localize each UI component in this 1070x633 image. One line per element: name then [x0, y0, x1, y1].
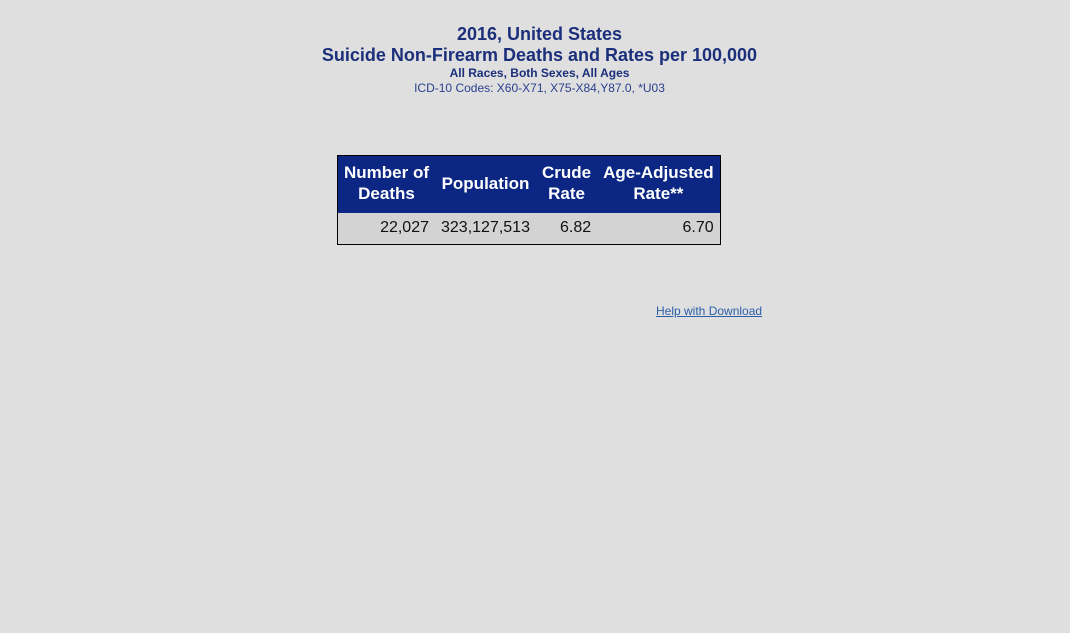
cell-age-adjusted-rate: 6.70	[682, 219, 714, 236]
header-age-adjusted-rate: Age-Adjusted Rate**	[597, 156, 720, 214]
cell-deaths: 22,027	[380, 219, 429, 236]
cell-population: 323,127,513	[441, 219, 530, 236]
header-population: Population	[435, 156, 536, 214]
report-subtitle: All Races, Both Sexes, All Ages	[449, 66, 630, 80]
help-download-link[interactable]: Help with Download	[656, 304, 763, 318]
report-year-location: 2016, United States	[456, 24, 623, 44]
report-title: Suicide Non-Firearm Deaths and Rates per 100,000	[321, 45, 758, 65]
report-header	[0, 24, 1070, 96]
header-crude-rate: Crude Rate	[536, 156, 597, 214]
results-header-row	[338, 156, 721, 214]
icd-codes: ICD-10 Codes: X60-X71, X75-X84,Y87.0, *U03	[414, 81, 665, 95]
table-row	[338, 213, 721, 245]
results-table	[337, 155, 721, 245]
header-number-of-deaths: Number of Deaths	[338, 156, 436, 214]
cell-crude-rate: 6.82	[559, 219, 592, 236]
